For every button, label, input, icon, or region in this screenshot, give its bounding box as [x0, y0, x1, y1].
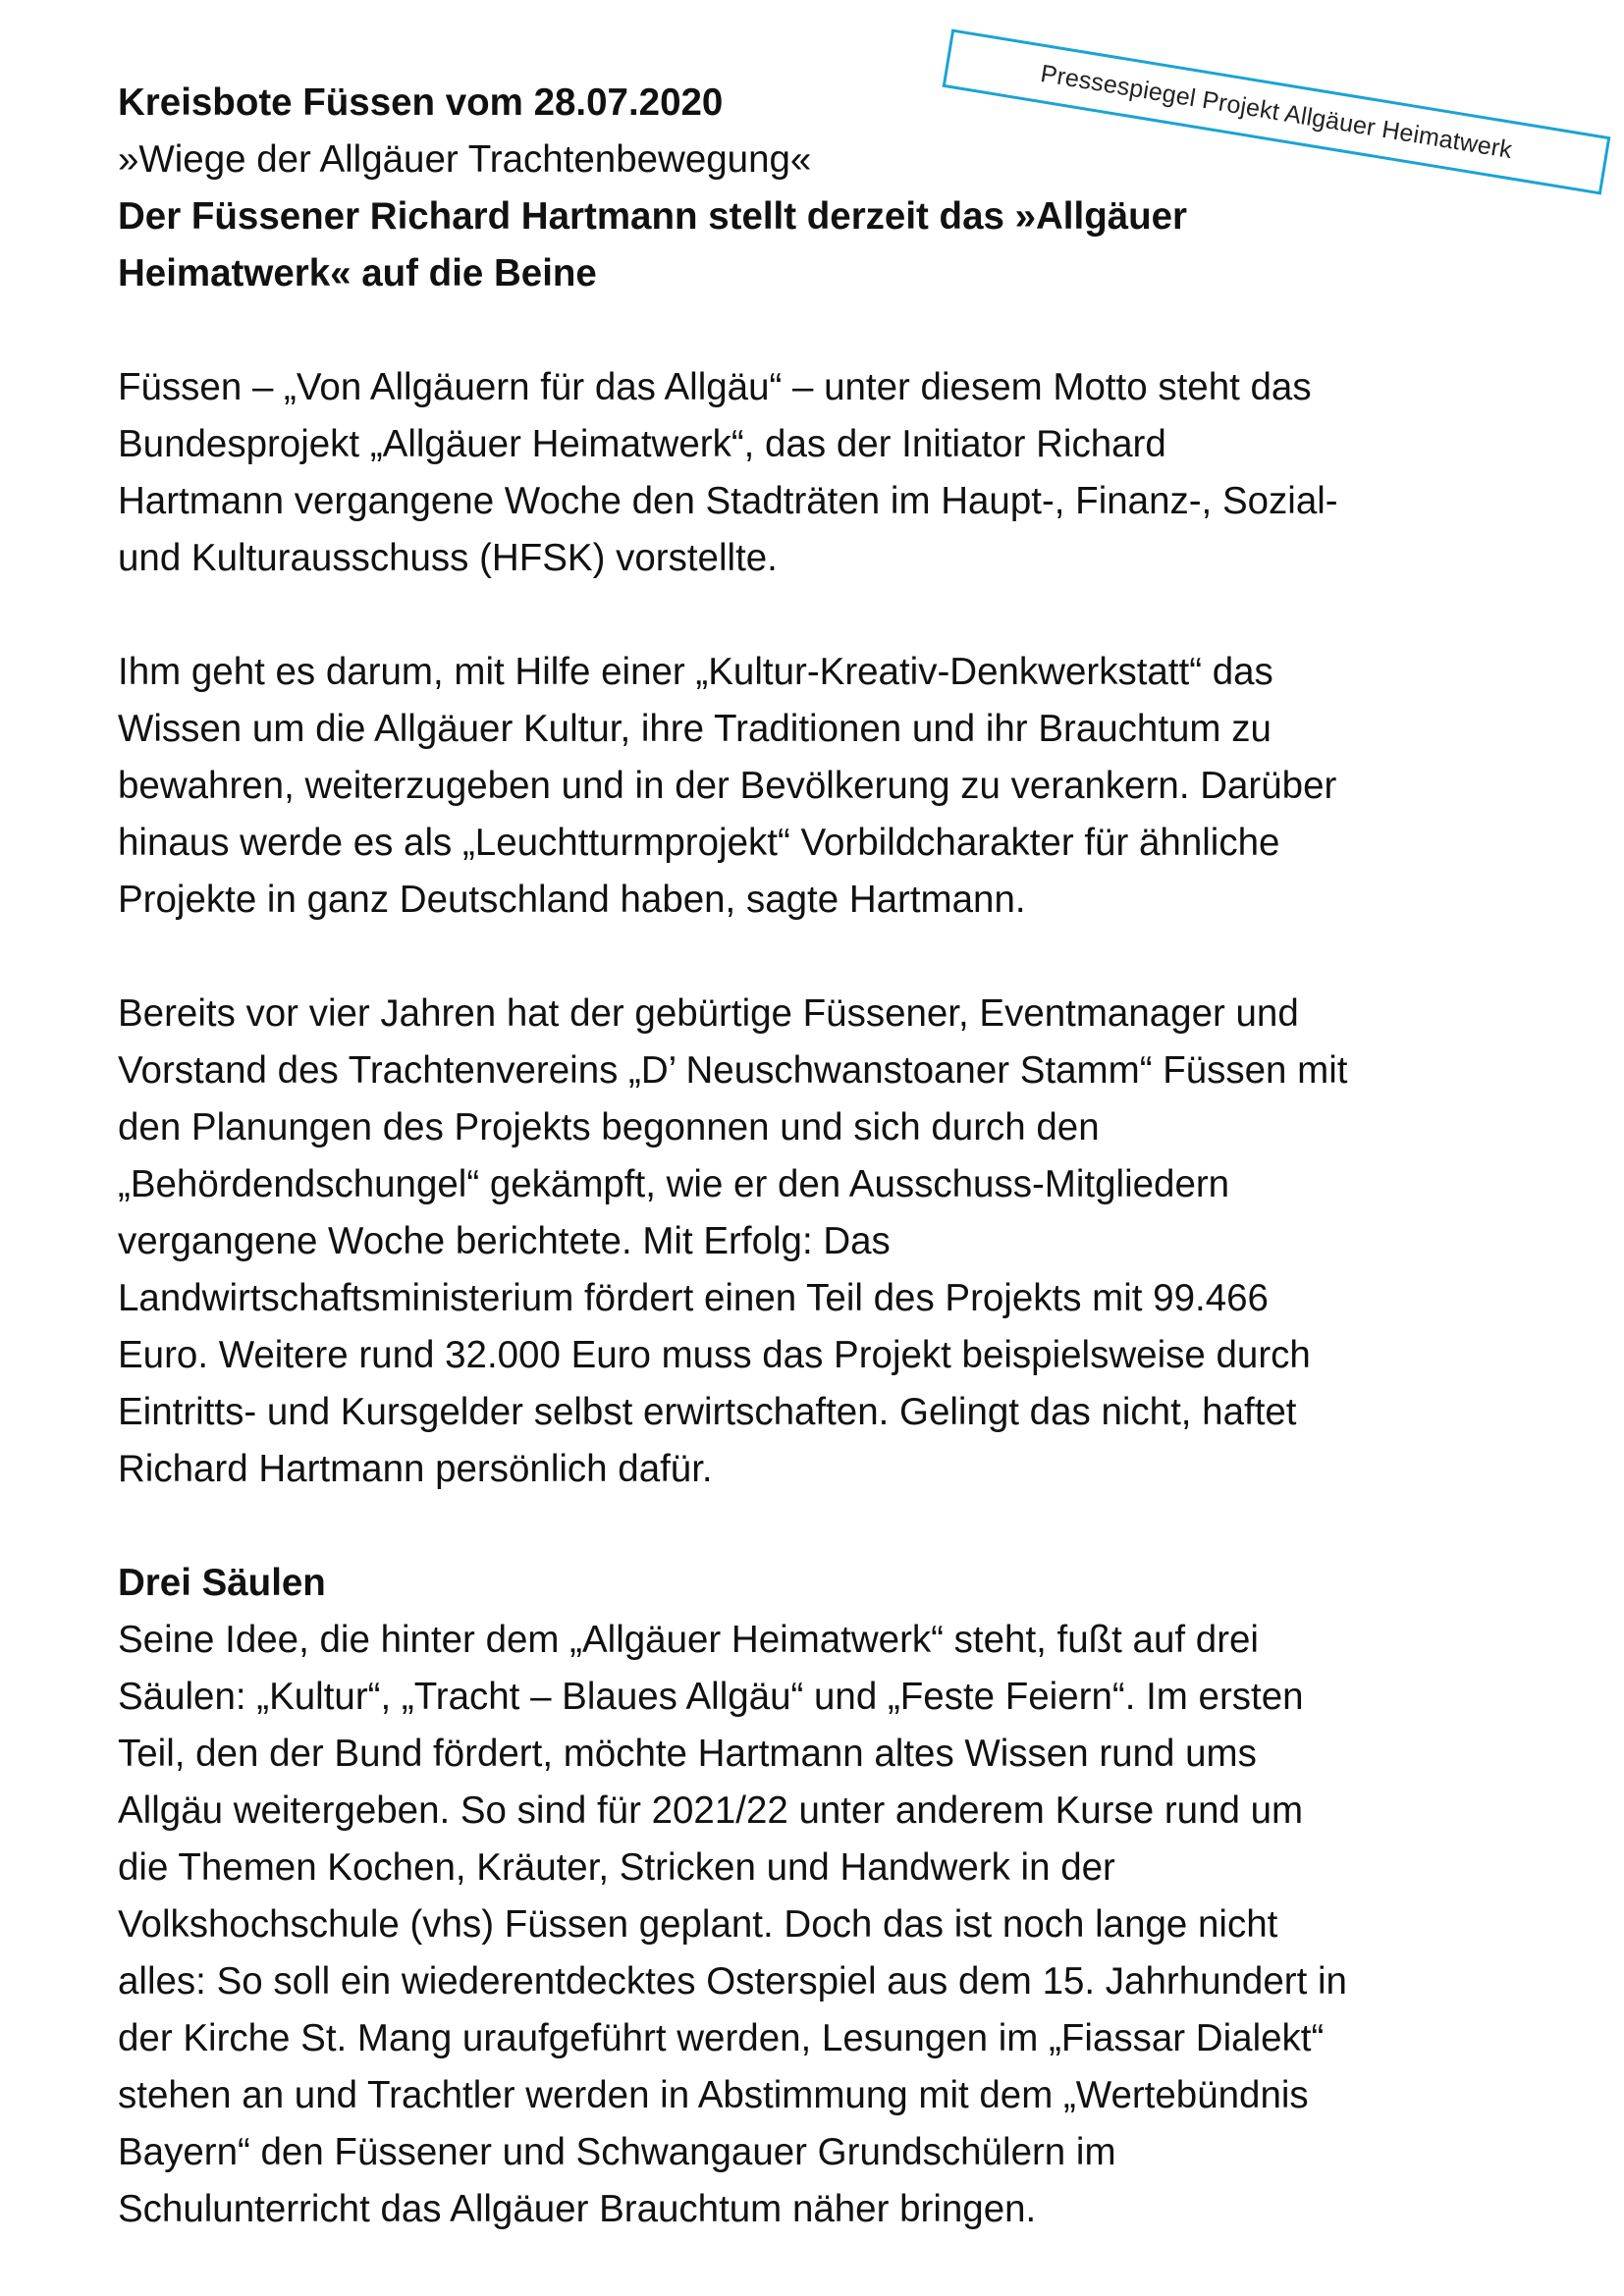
source-line: Kreisbote Füssen vom 28.07.2020 — [118, 81, 724, 124]
paragraph-3: Bereits vor vier Jahren hat der gebürtige Füssener, Eventmanager und Vorstand des Trachtenvereins „D’ Neuschwanstoaner Stamm“ Füssen mit den Planungen des Projekts begonnen und sich durch den „Behördendschungel“ gekämpft, wie er den Ausschuss-Mitgliedern vergangene Woche berichtete. Mit Erfolg: Das Landwirtschaftsministerium fördert einen Teil des Projekts mit 99.466 Euro. Weitere rund 32.000 Euro muss das Projekt beispielsweise durch Eintritts- und Kursgelder selbst erwirtschaften. Gelingt das nicht, haftet Richard Hartmann persönlich dafür. — [118, 992, 1348, 1490]
section-paragraph: Seine Idee, die hinter dem „Allgäuer Heimatwerk“ steht, fußt auf drei Säulen: „Kultur“, „Tracht – Blaues Allgäu“ und „Feste Feiern“. Im ersten Teil, den der Bund fördert, möchte Hartmann altes Wissen rund ums Allgäu weitergeben. So sind für 2021/22 unter anderem Kurse rund um die Themen Kochen, Kräuter, Stricken und Handwerk in der Volkshochschule (vhs) Füssen geplant. Doch das ist noch lange nicht alles: So soll ein wiederentdecktes Osterspiel aus dem 15. Jahrhundert in der Kirche St. Mang uraufgeführt werden, Lesungen im „Fiassar Dialekt“ stehen an und Trachtler werden in Abstimmung mit dem „Wertebündnis Bayern“ den Füssener und Schwangauer Grundschülern im Schulunterricht das Allgäuer Brauchtum näher bringen. — [118, 1619, 1347, 2230]
paragraph-2: Ihm geht es darum, mit Hilfe einer „Kultur-Kreativ-Denkwerkstatt“ das Wissen um die Allgäuer Kultur, ihre Traditionen und ihr Brauchtum zu bewahren, weiterzugeben und in der Bevölkerung zu verankern. Darüber hinaus werde es als „Leuchtturmprojekt“ Vorbildcharakter für ähnliche Projekte in ganz Deutschland haben, sagte Hartmann. — [118, 651, 1337, 921]
article — [118, 75, 1532, 2238]
article-subtitle: Der Füssener Richard Hartmann stellt derzeit das »Allgäuer Heimatwerk« auf die Beine — [118, 195, 1188, 294]
section-heading: Drei Säulen — [118, 1562, 326, 1604]
paragraph-1: Füssen – „Von Allgäuern für das Allgäu“ – unter diesem Motto steht das Bundesprojekt „Allgäuer Heimatwerk“, das der Initiator Richard Hartmann vergangene Woche den Stadträten im Haupt-, Finanz-, Sozial- und Kulturausschuss (HFSK) vorstellte. — [118, 366, 1338, 579]
stamp-text: Pressespiegel Projekt Allgäuer Heimatwerk — [1038, 59, 1515, 164]
article-title: »Wiege der Allgäuer Trachtenbewegung« — [118, 138, 812, 181]
